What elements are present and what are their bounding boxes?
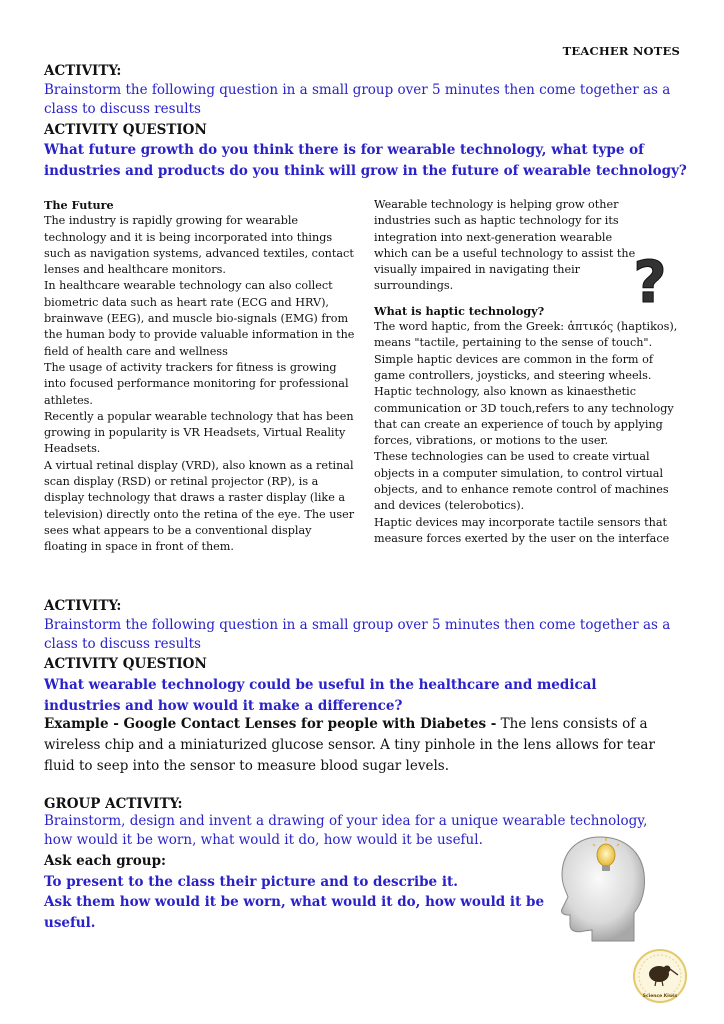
question-mark-icon [630,250,670,310]
future-paragraph: The usage of activity trackers for fitness is growing into focused performance monitoring for professional athletes. [44,360,349,407]
future-column [44,197,356,556]
svg-text:?: ? [633,250,667,310]
activity2-title: ACTIVITY: [44,598,122,614]
future-paragraph: Recently a popular wearable technology that has been growing in popularity is VR Headsets, Virtual Reality Headsets. [44,409,354,456]
haptic-heading: What is haptic technology? [374,303,545,318]
activity2-question-title: ACTIVITY QUESTION [44,656,207,672]
haptic-paragraph: The word haptic, from the Greek: ἁπτικός (haptikos), means "tactile, pertaining to the sense of touch". Simple haptic devices are common in the form of game controllers, joysticks, and steering wheels. [374,320,678,382]
group-activity-instruction: Brainstorm, design and invent a drawing of your idea for a unique wearable technology, how would it be worn, what would it do, how would it be useful. [44,813,648,848]
logo-text: Science Kiwis [642,994,678,999]
activity1-title: ACTIVITY: [44,63,122,79]
group-line-2: Ask them how would it be worn, what would it do, how would it be useful. [44,894,545,931]
future-paragraph: In healthcare wearable technology can also collect biometric data such as heart rate (ECG and HRV), brainwave (EEG), and muscle bio-signals (EMG) from the human body to provide valuable information in the field of health care and wellness [44,279,355,358]
future-paragraph: The industry is rapidly growing for wearable technology and it is being incorporated into things such as navigation systems, advanced textiles, contact lenses and healthcare monitors. [44,214,354,277]
haptic-paragraph: These technologies can be used to create virtual objects in a computer simulation, to control virtual objects, and to enhance remote control of machines and devices (telerobotics). [374,450,669,513]
example-paragraph [44,714,684,777]
activity1-question-title: ACTIVITY QUESTION [44,122,207,138]
teacher-notes-header: TEACHER NOTES [562,44,680,58]
group-line-1: To present to the class their picture and to describe it. [44,874,458,890]
activity1-question: What future growth do you think there is for wearable technology, what type of industries and products do you think will grow in the future of wearable technology? [44,142,687,179]
activity2-instruction: Brainstorm the following question in a small group over 5 minutes then come together as a class to discuss results [44,617,671,652]
example-text: The lens consists of a wireless chip and a miniaturized glucose sensor. A tiny pinhole in the lens allows for tear fluid to seep into the sensor to measure blood sugar levels. [44,716,655,774]
haptic-intro: Wearable technology is helping grow other industries such as haptic technology for its integration into next-generation wearable which can be a useful technology to assist the visually impaired in navigating their surroundings. [374,198,636,293]
future-paragraph: A virtual retinal display (VRD), also known as a retinal scan display (RSD) or retinal projector (RP), is a display technology that draws a raster display (like a television) directly onto the retina of the eye. The user sees what appears to be a conventional display floating in space in front of them. [44,458,355,554]
ask-each-group-label: Ask each group: [44,853,166,869]
activity2-question: What wearable technology could be useful in the healthcare and medical industries and how would it make a difference? [44,677,597,714]
future-heading: The Future [44,198,114,212]
head-lightbulb-icon [548,833,648,943]
haptic-paragraph: Haptic technology, also known as kinaesthetic communication or 3D touch,refers to any technology that can create an experience of touch by applying forces, vibrations, or motions to the user. [374,385,674,448]
haptic-paragraph: Haptic devices may incorporate tactile sensors that measure forces exerted by the user on the interface [374,515,670,545]
group-activity-title: GROUP ACTIVITY: [44,796,183,812]
activity1-instruction: Brainstorm the following question in a small group over 5 minutes then come together as a class to discuss results [44,82,671,117]
example-label: Example - Google Contact Lenses for people with Diabetes - [44,716,497,732]
